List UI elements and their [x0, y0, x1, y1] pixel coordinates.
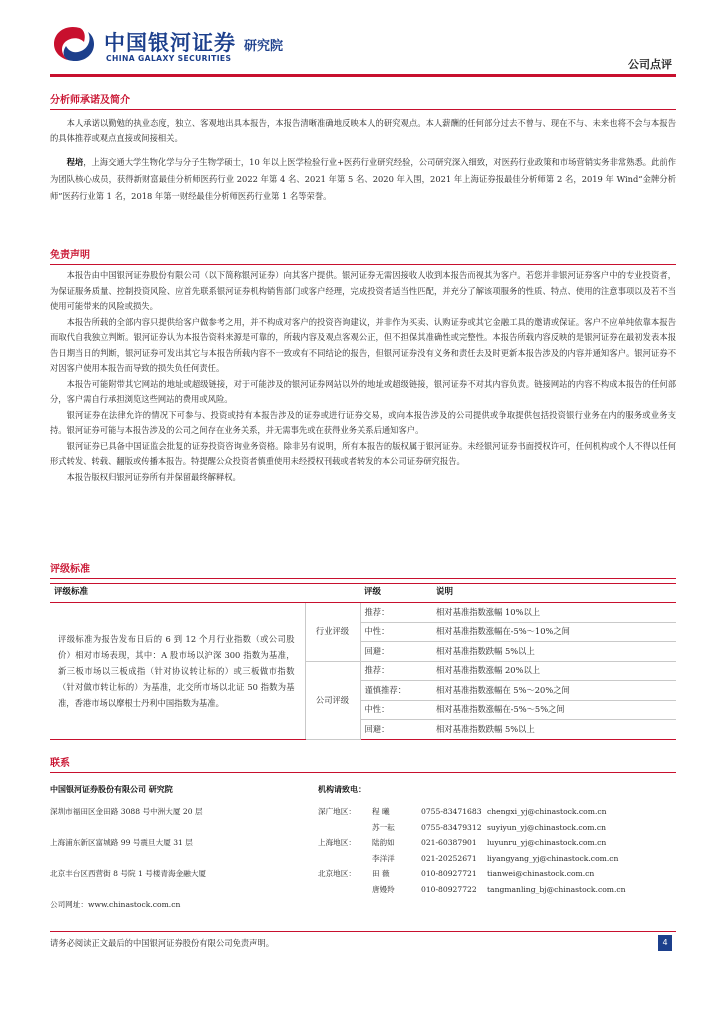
- contact-phone: 0755-83471683: [421, 807, 482, 816]
- contact-phone: 010-80927721: [421, 869, 477, 878]
- rating-value: 谨慎推荐：: [360, 681, 432, 701]
- disclaimer-body: [50, 268, 676, 485]
- contact-phone: 0755-83479312: [421, 823, 482, 832]
- header-rule: [50, 74, 676, 77]
- disclaimer-paragraph: 本报告所载的全部内容只提供给客户做参考之用，并不构成对客户的投资咨询建议，并非作为买卖、认购证券或其它金融工具的邀请或保证。客户不应单纯依靠本报告而取代自我独立判断。银河证券认为本报告资料来源是可靠的，所载内容及观点客观公正，但不担保其准确性或完整性。本报告所载内容反映的是银河证券在最初发表本报告日期当日的判断，银河证券可发出其它与本报告所载内容不一致或有不同结论的报告，但银河证券没有义务和责任去及时更新本报告涉及的内容并通知客户。银河证券不对因客户使用本报告而导致的损失负任何责任。: [50, 316, 676, 373]
- region-label: 北京地区：: [318, 869, 356, 878]
- rating-value: 回避：: [360, 642, 432, 662]
- rating-desc: 相对基准指数涨幅在-5%～10%之间: [432, 622, 676, 642]
- rating-desc: 相对基准指数涨幅 10%以上: [432, 603, 676, 623]
- disclaimer-paragraph: 本报告可能附带其它网站的地址或超级链接，对于可能涉及的银河证券网站以外的地址或超级链接，银河证券不对其内容负责。链接网站的内容不构成本报告的任何部分，客户需自行承担浏览这些网站的费用或风险。: [50, 378, 676, 404]
- industry-rating-label: 行业评级: [305, 603, 360, 662]
- rating-value: 回避：: [360, 720, 432, 740]
- rating-value: 中性：: [360, 622, 432, 642]
- brand-subtitle: 研究院: [244, 39, 284, 54]
- rating-table-header: [50, 584, 676, 603]
- disclaimer-paragraph: 银河证券在法律允许的情况下可参与、投资或持有本报告涉及的证券或进行证券交易，或向本报告涉及的公司提供或争取提供包括投资银行业务在内的服务或业务支持。银河证券可能与本报告涉及的公司之间存在业务关系，并无需事先或在获得业务关系后通知客户。: [50, 409, 676, 435]
- contact-email[interactable]: suyiyun_yj@chinastock.com.cn: [487, 823, 606, 832]
- contact-name: 田 薇: [372, 869, 390, 878]
- rating-value: 中性：: [360, 700, 432, 720]
- disclaimer-heading: 免责声明: [50, 250, 90, 261]
- rating-table: [50, 583, 676, 740]
- table-row: [50, 603, 676, 623]
- contact-name: 程 曦: [372, 807, 390, 816]
- rating-desc: 相对基准指数涨幅在 5%～20%之间: [432, 681, 676, 701]
- rating-desc: 相对基准指数涨幅在-5%～5%之间: [432, 700, 676, 720]
- rating-desc: 相对基准指数涨幅 20%以上: [432, 661, 676, 681]
- contact-phone: 021-20252671: [421, 854, 477, 863]
- analyst-heading: 分析师承诺及简介: [50, 95, 130, 106]
- disclaimer-paragraph: 本报告由中国银河证券股份有限公司（以下简称银河证券）向其客户提供。银河证券无需因接收人收到本报告而视其为客户。若您并非银河证券客户中的专业投资者，为保证服务质量、控制投资风险、应首先联系银河证券机构销售部门或客户经理，完成投资者适当性匹配，并充分了解该项服务的性质、特点、使用的注意事项以及若不当使用可能带来的风险或损失。: [50, 270, 676, 311]
- contact-name: 唐嫚羚: [372, 885, 395, 894]
- page-number: 4: [658, 935, 672, 951]
- brand-name-en: CHINA GALAXY SECURITIES: [106, 54, 232, 63]
- contact-email[interactable]: luyunru_yj@chinastock.com.cn: [487, 838, 607, 847]
- col-standard: 评级标准: [50, 584, 305, 603]
- rating-value: 推荐：: [360, 661, 432, 681]
- disclaimer-paragraph: 本报告版权归银河证券所有并保留最终解释权。: [66, 471, 241, 482]
- contact-phone: 021-60387901: [421, 838, 477, 847]
- contact-name: 苏一耘: [372, 823, 395, 832]
- analyst-commitment: 本人承诺以勤勉的执业态度，独立、客观地出具本报告，本报告清晰准确地反映本人的研究观点。本人薪酬的任何部分过去不曾与、现在不与、未来也将不会与本报告的具体推荐或观点直接或间接相关。: [50, 118, 676, 143]
- contact-name: 陆韵如: [372, 838, 395, 847]
- website-link[interactable]: 公司网址：www.chinastock.com.cn: [50, 900, 181, 909]
- disclaimer-heading-rule: [50, 264, 676, 265]
- sales-title: 机构请致电：: [318, 785, 366, 794]
- analyst-heading-rule: [50, 109, 676, 110]
- col-desc: 说明: [432, 584, 676, 603]
- disclaimer-paragraph: 银河证券已具备中国证监会批复的证券投资咨询业务资格。除非另有说明，所有本报告的版权属于银河证券。未经银河证券书面授权许可，任何机构或个人不得以任何形式转发、转载、翻版或传播本报告。特提醒公众投资者慎重使用未经授权刊载或者转发的本公司证券研究报告。: [50, 440, 676, 466]
- address-beijing: 北京丰台区西营街 8 号院 1 号楼青海金融大厦: [50, 869, 207, 878]
- contact-phone: 010-80927722: [421, 885, 477, 894]
- rating-desc: 相对基准指数跌幅 5%以上: [432, 720, 676, 740]
- footer-rule: [50, 931, 676, 932]
- contact-name: 李洋洋: [372, 854, 395, 863]
- analyst-bio: [50, 154, 676, 205]
- analyst-name: 程培: [66, 157, 84, 167]
- region-label: 深广地区：: [318, 807, 356, 816]
- company-name: 中国银河证券股份有限公司 研究院: [50, 785, 173, 794]
- contact-heading: 联系: [50, 758, 70, 769]
- rating-value: 推荐：: [360, 603, 432, 623]
- contact-heading-rule: [50, 772, 676, 773]
- contact-email[interactable]: chengxi_yj@chinastock.com.cn: [487, 807, 607, 816]
- footer-disclaimer: 请务必阅读正文最后的中国银河证券股份有限公司免责声明。: [50, 938, 275, 948]
- report-type: 公司点评: [628, 58, 672, 71]
- contact-email[interactable]: tianwei@chinastock.com.cn: [487, 869, 595, 878]
- analyst-bio-text: ，上海交通大学生物化学与分子生物学硕士，10 年以上医学检验行业+医药行业研究经验，公司研究深入细致，对医药行业政策和市场营销实务非常熟悉。此前作为团队核心成员，获得新财富最佳分析师医药行业 2022 年第 4 名、2021 年第 5 名、2020 年入围，2021 年上海证券报最佳分析师第 2 名，2019 年 Wind“金牌分析师”医药行业第 1 名，2018 年第一财经最佳分析师医药行业第 1 名等荣誉。: [50, 157, 676, 201]
- address-shenzhen: 深圳市福田区金田路 3088 号中洲大厦 20 层: [50, 807, 203, 816]
- contact-email[interactable]: tangmanling_bj@chinastock.com.cn: [487, 885, 626, 894]
- rating-heading-rule: [50, 578, 676, 579]
- brand-name-cn: 中国银河证券: [104, 31, 236, 55]
- col-rating: 评级: [360, 584, 432, 603]
- region-label: 上海地区：: [318, 838, 356, 847]
- contact-email[interactable]: liyangyang_yj@chinastock.com.cn: [487, 854, 619, 863]
- rating-desc: 相对基准指数跌幅 5%以上: [432, 642, 676, 662]
- company-rating-label: 公司评级: [305, 661, 360, 739]
- galaxy-logo-icon: [50, 22, 98, 66]
- rating-heading: 评级标准: [50, 564, 90, 575]
- address-shanghai: 上海浦东新区富城路 99 号震旦大厦 31 层: [50, 838, 193, 847]
- rating-standard-text: 评级标准为报告发布日后的 6 到 12 个月行业指数（或公司股价）相对市场表现，其中：A 股市场以沪深 300 指数为基准，新三板市场以三板成指（针对协议转让标的）或三板做市指数（针对做市转让标的）为基准，北交所市场以北证 50 指数为基准，香港市场以摩根士丹利中国指数为基准。: [50, 603, 305, 740]
